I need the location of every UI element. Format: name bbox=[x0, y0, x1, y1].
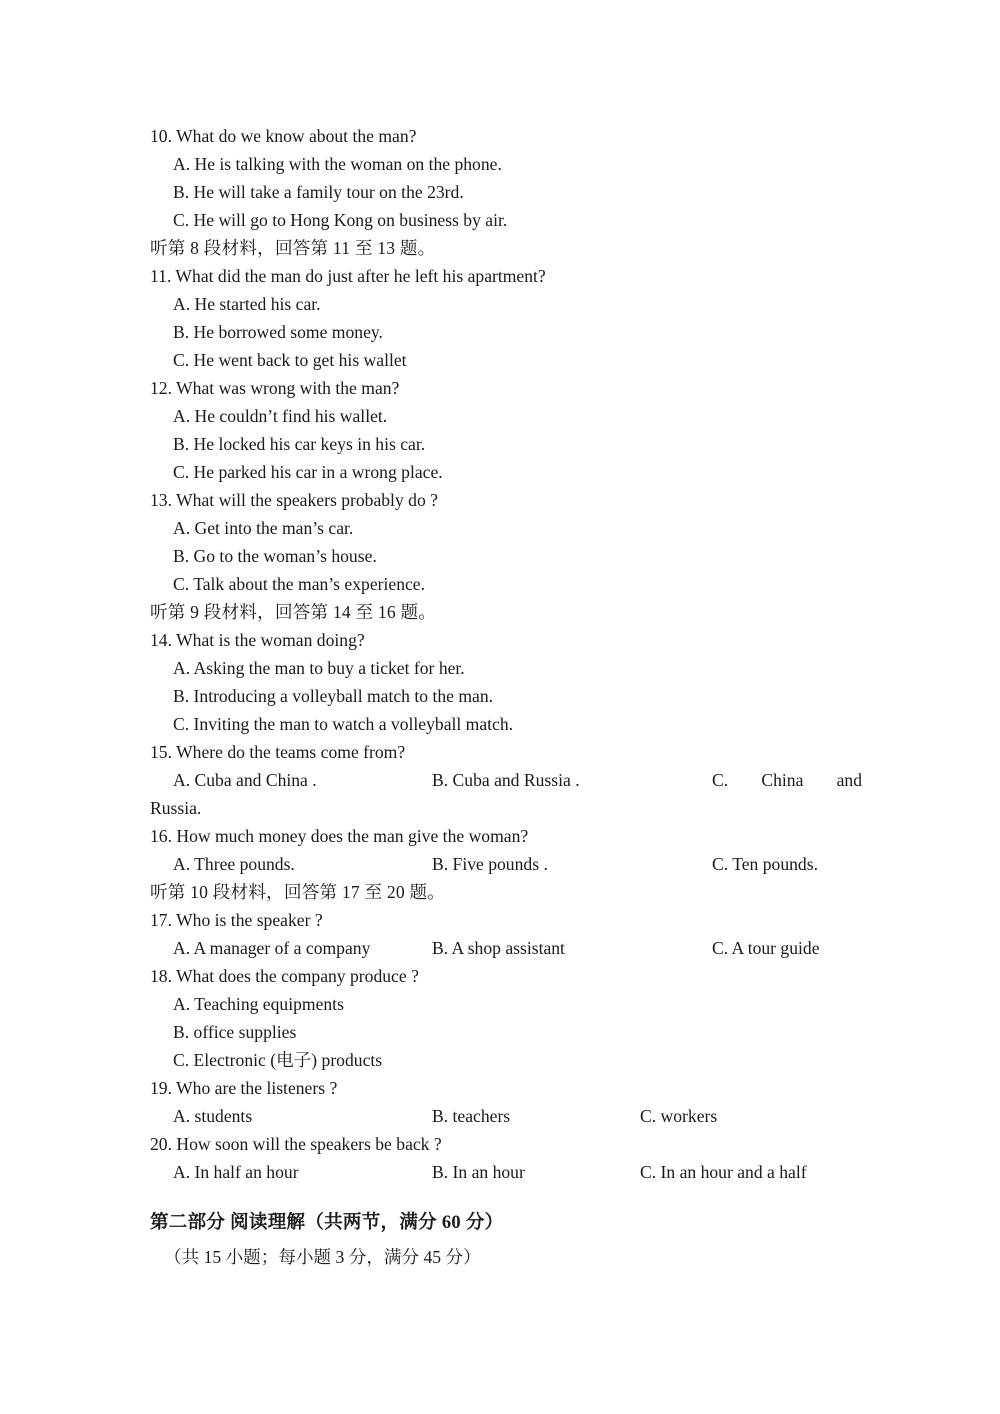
option-15-c-continuation: Russia. bbox=[150, 798, 202, 818]
section-two-subtitle: （共 15 小题；每小题 3 分，满分 45 分） bbox=[164, 1247, 481, 1267]
option-20-a[interactable]: A. In half an hour bbox=[173, 1162, 299, 1182]
question-stem-16: 16. How much money does the man give the woman? bbox=[150, 826, 529, 846]
option-12-b[interactable]: B. He locked his car keys in his car. bbox=[173, 434, 426, 454]
exam-content bbox=[150, 122, 862, 1272]
listening-direction-set-8: 听第 8 段材料，回答第 11 至 13 题。 bbox=[150, 238, 436, 258]
option-19-b[interactable]: B. teachers bbox=[432, 1106, 511, 1126]
option-19-a[interactable]: A. students bbox=[173, 1106, 253, 1126]
option-18-b[interactable]: B. office supplies bbox=[173, 1022, 297, 1042]
option-17-a[interactable]: A. A manager of a company bbox=[173, 938, 371, 958]
option-row-19 bbox=[150, 1102, 862, 1130]
question-stem-17: 17. Who is the speaker ? bbox=[150, 910, 323, 930]
question-block-20 bbox=[150, 1130, 862, 1186]
option-14-b[interactable]: B. Introducing a volleyball match to the man. bbox=[173, 686, 494, 706]
option-row-16 bbox=[150, 850, 862, 878]
option-12-a[interactable]: A. He couldn’t find his wallet. bbox=[173, 406, 388, 426]
question-stem-11: 11. What did the man do just after he left his apartment? bbox=[150, 266, 546, 286]
option-10-a[interactable]: A. He is talking with the woman on the phone. bbox=[173, 154, 502, 174]
option-row-17 bbox=[150, 934, 862, 962]
question-block-15 bbox=[150, 738, 862, 822]
option-11-b[interactable]: B. He borrowed some money. bbox=[173, 322, 383, 342]
option-20-c[interactable]: C. In an hour and a half bbox=[640, 1162, 807, 1182]
option-17-c[interactable]: C. A tour guide bbox=[712, 938, 820, 958]
question-block-13 bbox=[150, 486, 862, 598]
option-19-c[interactable]: C. workers bbox=[640, 1106, 718, 1126]
section-two-heading: 第二部分 阅读理解（共两节，满分 60 分） bbox=[150, 1213, 504, 1233]
option-15-b[interactable]: B. Cuba and Russia . bbox=[432, 770, 580, 790]
question-stem-20: 20. How soon will the speakers be back ? bbox=[150, 1134, 442, 1154]
question-block-11 bbox=[150, 262, 862, 374]
question-block-10 bbox=[150, 122, 862, 234]
question-stem-15: 15. Where do the teams come from? bbox=[150, 742, 406, 762]
option-13-c[interactable]: C. Talk about the man’s experience. bbox=[173, 574, 426, 594]
question-block-16 bbox=[150, 822, 862, 878]
question-block-14 bbox=[150, 626, 862, 738]
option-16-a[interactable]: A. Three pounds. bbox=[173, 854, 295, 874]
listening-direction-set-10: 听第 10 段材料，回答第 17 至 20 题。 bbox=[150, 882, 446, 902]
question-stem-13: 13. What will the speakers probably do ? bbox=[150, 490, 438, 510]
option-11-a[interactable]: A. He started his car. bbox=[173, 294, 321, 314]
option-18-c[interactable]: C. Electronic (电子) products bbox=[173, 1050, 383, 1070]
option-13-b[interactable]: B. Go to the woman’s house. bbox=[173, 546, 377, 566]
question-block-17 bbox=[150, 906, 862, 962]
option-10-c[interactable]: C. He will go to Hong Kong on business by air. bbox=[173, 210, 508, 230]
option-16-c[interactable]: C. Ten pounds. bbox=[712, 854, 818, 874]
option-row-20 bbox=[150, 1158, 862, 1186]
option-13-a[interactable]: A. Get into the man’s car. bbox=[173, 518, 354, 538]
option-17-b[interactable]: B. A shop assistant bbox=[432, 938, 565, 958]
option-15-a[interactable]: A. Cuba and China . bbox=[173, 770, 317, 790]
question-stem-19: 19. Who are the listeners ? bbox=[150, 1078, 338, 1098]
option-15-c[interactable]: C. China and bbox=[712, 770, 862, 790]
option-12-c[interactable]: C. He parked his car in a wrong place. bbox=[173, 462, 443, 482]
option-20-b[interactable]: B. In an hour bbox=[432, 1162, 525, 1182]
question-stem-14: 14. What is the woman doing? bbox=[150, 630, 365, 650]
option-16-b[interactable]: B. Five pounds . bbox=[432, 854, 548, 874]
question-block-18 bbox=[150, 962, 862, 1074]
listening-direction-set-9: 听第 9 段材料，回答第 14 至 16 题。 bbox=[150, 602, 437, 622]
option-10-b[interactable]: B. He will take a family tour on the 23rd. bbox=[173, 182, 464, 202]
question-block-12 bbox=[150, 374, 862, 486]
option-row-15 bbox=[150, 766, 862, 794]
question-stem-10: 10. What do we know about the man? bbox=[150, 126, 417, 146]
option-14-c[interactable]: C. Inviting the man to watch a volleyball match. bbox=[173, 714, 514, 734]
option-11-c[interactable]: C. He went back to get his wallet bbox=[173, 350, 407, 370]
question-block-19 bbox=[150, 1074, 862, 1130]
option-18-a[interactable]: A. Teaching equipments bbox=[173, 994, 344, 1014]
option-14-a[interactable]: A. Asking the man to buy a ticket for her. bbox=[173, 658, 465, 678]
question-stem-18: 18. What does the company produce ? bbox=[150, 966, 419, 986]
question-stem-12: 12. What was wrong with the man? bbox=[150, 378, 400, 398]
